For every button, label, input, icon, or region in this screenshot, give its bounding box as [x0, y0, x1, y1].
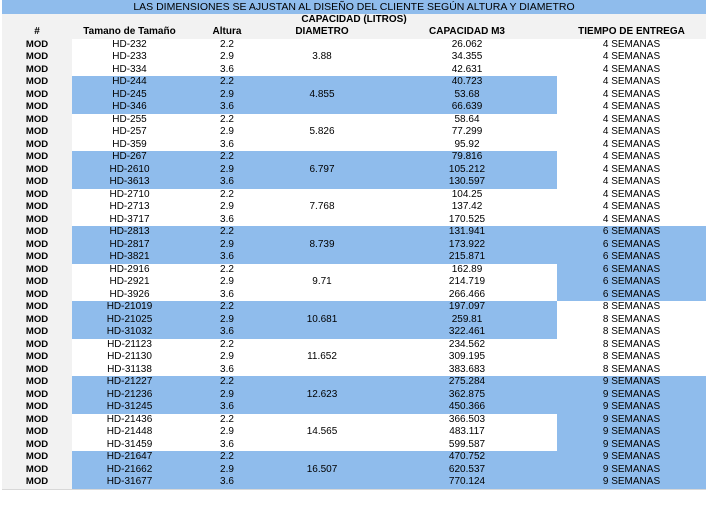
capacity-cell: 366.503 — [377, 414, 557, 427]
header-delivery: TIEMPO DE ENTREGA — [557, 26, 706, 39]
table-row — [2, 339, 706, 352]
diameter-cell — [267, 301, 377, 314]
height-cell: 2.9 — [187, 89, 267, 102]
height-cell: 2.9 — [187, 126, 267, 139]
table-row — [2, 351, 706, 364]
header-id: # — [2, 26, 72, 39]
capacity-cell: 266.466 — [377, 289, 557, 302]
diameter-cell — [267, 176, 377, 189]
header-capacity: CAPACIDAD M3 — [377, 26, 557, 39]
delivery-cell: 4 SEMANAS — [557, 214, 706, 227]
delivery-cell: 6 SEMANAS — [557, 276, 706, 289]
row-id-cell: MOD — [2, 414, 72, 427]
row-id-cell: MOD — [2, 376, 72, 389]
table-row — [2, 214, 706, 227]
table-row — [2, 364, 706, 377]
table-row — [2, 289, 706, 302]
diameter-cell: 16.507 — [267, 464, 377, 477]
capacity-cell: 170.525 — [377, 214, 557, 227]
capacity-cell: 137.42 — [377, 201, 557, 214]
capacity-cell: 40.723 — [377, 76, 557, 89]
delivery-cell: 9 SEMANAS — [557, 401, 706, 414]
diameter-cell — [267, 476, 377, 489]
size-cell: HD-255 — [72, 114, 187, 127]
height-cell: 2.2 — [187, 264, 267, 277]
size-cell: HD-31677 — [72, 476, 187, 489]
diameter-cell: 4.855 — [267, 89, 377, 102]
height-cell: 2.2 — [187, 76, 267, 89]
size-cell: HD-2916 — [72, 264, 187, 277]
height-cell: 2.9 — [187, 164, 267, 177]
size-cell: HD-31459 — [72, 439, 187, 452]
delivery-cell: 9 SEMANAS — [557, 451, 706, 464]
row-id-cell: MOD — [2, 464, 72, 477]
delivery-cell: 4 SEMANAS — [557, 39, 706, 52]
delivery-cell: 6 SEMANAS — [557, 289, 706, 302]
size-cell: HD-31032 — [72, 326, 187, 339]
size-cell: HD-2713 — [72, 201, 187, 214]
diameter-cell: 5.826 — [267, 126, 377, 139]
size-cell: HD-359 — [72, 139, 187, 152]
height-cell: 2.9 — [187, 426, 267, 439]
diameter-cell — [267, 114, 377, 127]
table-row — [2, 464, 706, 477]
delivery-cell: 9 SEMANAS — [557, 476, 706, 489]
table-row — [2, 139, 706, 152]
table-subtitle: CAPACIDAD (LITROS) — [2, 14, 706, 26]
delivery-cell: 9 SEMANAS — [557, 426, 706, 439]
height-cell: 3.6 — [187, 439, 267, 452]
diameter-cell — [267, 189, 377, 202]
diameter-cell — [267, 226, 377, 239]
table-row — [2, 89, 706, 102]
delivery-cell: 8 SEMANAS — [557, 364, 706, 377]
diameter-cell — [267, 401, 377, 414]
size-cell: HD-21019 — [72, 301, 187, 314]
capacity-cell: 104.25 — [377, 189, 557, 202]
table-body — [2, 39, 706, 489]
size-cell: HD-21662 — [72, 464, 187, 477]
height-cell: 2.2 — [187, 151, 267, 164]
capacity-cell: 234.562 — [377, 339, 557, 352]
diameter-cell: 11.652 — [267, 351, 377, 364]
delivery-cell: 6 SEMANAS — [557, 226, 706, 239]
size-cell: HD-21448 — [72, 426, 187, 439]
delivery-cell: 6 SEMANAS — [557, 251, 706, 264]
capacity-cell: 322.461 — [377, 326, 557, 339]
row-id-cell: MOD — [2, 289, 72, 302]
table-bottom-rule — [2, 489, 706, 490]
capacity-cell: 42.631 — [377, 64, 557, 77]
size-cell: HD-21647 — [72, 451, 187, 464]
capacity-cell: 197.097 — [377, 301, 557, 314]
capacity-cell: 105.212 — [377, 164, 557, 177]
row-id-cell: MOD — [2, 164, 72, 177]
size-cell: HD-31138 — [72, 364, 187, 377]
table-banner: LAS DIMENSIONES SE AJUSTAN AL DISEÑO DEL CLIENTE SEGÚN ALTURA Y DIAMETRO — [2, 0, 706, 14]
height-cell: 2.2 — [187, 339, 267, 352]
delivery-cell: 8 SEMANAS — [557, 339, 706, 352]
table-row — [2, 376, 706, 389]
size-cell: HD-21123 — [72, 339, 187, 352]
table-row — [2, 301, 706, 314]
delivery-cell: 4 SEMANAS — [557, 126, 706, 139]
diameter-cell: 3.88 — [267, 51, 377, 64]
capacity-cell: 34.355 — [377, 51, 557, 64]
capacity-cell: 162.89 — [377, 264, 557, 277]
table-row — [2, 176, 706, 189]
row-id-cell: MOD — [2, 139, 72, 152]
diameter-cell — [267, 39, 377, 52]
row-id-cell: MOD — [2, 126, 72, 139]
diameter-cell: 8.739 — [267, 239, 377, 252]
delivery-cell: 4 SEMANAS — [557, 189, 706, 202]
delivery-cell: 9 SEMANAS — [557, 439, 706, 452]
height-cell: 2.2 — [187, 114, 267, 127]
size-cell: HD-257 — [72, 126, 187, 139]
size-cell: HD-245 — [72, 89, 187, 102]
diameter-cell — [267, 364, 377, 377]
delivery-cell: 9 SEMANAS — [557, 414, 706, 427]
height-cell: 2.9 — [187, 201, 267, 214]
row-id-cell: MOD — [2, 89, 72, 102]
size-cell: HD-334 — [72, 64, 187, 77]
height-cell: 2.2 — [187, 39, 267, 52]
row-id-cell: MOD — [2, 326, 72, 339]
capacity-cell: 599.587 — [377, 439, 557, 452]
height-cell: 2.9 — [187, 51, 267, 64]
diameter-cell — [267, 64, 377, 77]
diameter-cell — [267, 101, 377, 114]
row-id-cell: MOD — [2, 64, 72, 77]
table-row — [2, 239, 706, 252]
row-id-cell: MOD — [2, 314, 72, 327]
capacity-cell: 77.299 — [377, 126, 557, 139]
diameter-cell — [267, 289, 377, 302]
delivery-cell: 9 SEMANAS — [557, 464, 706, 477]
capacity-cell: 483.117 — [377, 426, 557, 439]
delivery-cell: 6 SEMANAS — [557, 264, 706, 277]
table-row — [2, 389, 706, 402]
size-cell: HD-3821 — [72, 251, 187, 264]
diameter-cell — [267, 451, 377, 464]
capacity-cell: 215.871 — [377, 251, 557, 264]
capacity-cell: 259.81 — [377, 314, 557, 327]
height-cell: 2.9 — [187, 464, 267, 477]
table-header-row — [2, 26, 706, 39]
size-cell: HD-21025 — [72, 314, 187, 327]
dimensions-table — [2, 26, 706, 489]
capacity-cell: 362.875 — [377, 389, 557, 402]
table-row — [2, 76, 706, 89]
capacity-cell: 450.366 — [377, 401, 557, 414]
diameter-cell — [267, 264, 377, 277]
row-id-cell: MOD — [2, 364, 72, 377]
row-id-cell: MOD — [2, 239, 72, 252]
header-size: Tamano de Tamaño — [72, 26, 187, 39]
height-cell: 2.9 — [187, 314, 267, 327]
capacity-cell: 53.68 — [377, 89, 557, 102]
capacity-cell: 173.922 — [377, 239, 557, 252]
header-diameter: DIAMETRO — [267, 26, 377, 39]
delivery-cell: 8 SEMANAS — [557, 326, 706, 339]
capacity-cell: 26.062 — [377, 39, 557, 52]
capacity-cell: 214.719 — [377, 276, 557, 289]
capacity-cell: 770.124 — [377, 476, 557, 489]
row-id-cell: MOD — [2, 51, 72, 64]
height-cell: 3.6 — [187, 326, 267, 339]
row-id-cell: MOD — [2, 76, 72, 89]
height-cell: 3.6 — [187, 401, 267, 414]
row-id-cell: MOD — [2, 226, 72, 239]
capacity-cell: 470.752 — [377, 451, 557, 464]
row-id-cell: MOD — [2, 339, 72, 352]
row-id-cell: MOD — [2, 114, 72, 127]
diameter-cell: 7.768 — [267, 201, 377, 214]
table-row — [2, 476, 706, 489]
diameter-cell: 12.623 — [267, 389, 377, 402]
height-cell: 2.9 — [187, 389, 267, 402]
row-id-cell: MOD — [2, 426, 72, 439]
capacity-cell: 309.195 — [377, 351, 557, 364]
table-row — [2, 101, 706, 114]
height-cell: 3.6 — [187, 139, 267, 152]
height-cell: 3.6 — [187, 214, 267, 227]
delivery-cell: 9 SEMANAS — [557, 389, 706, 402]
diameter-cell — [267, 151, 377, 164]
diameter-cell — [267, 376, 377, 389]
diameter-cell — [267, 339, 377, 352]
height-cell: 3.6 — [187, 251, 267, 264]
row-id-cell: MOD — [2, 251, 72, 264]
diameter-cell: 10.681 — [267, 314, 377, 327]
size-cell: HD-2813 — [72, 226, 187, 239]
table-row — [2, 439, 706, 452]
table-row — [2, 276, 706, 289]
size-cell: HD-267 — [72, 151, 187, 164]
table-row — [2, 114, 706, 127]
table-row — [2, 326, 706, 339]
capacity-cell: 383.683 — [377, 364, 557, 377]
size-cell: HD-2710 — [72, 189, 187, 202]
size-cell: HD-3613 — [72, 176, 187, 189]
row-id-cell: MOD — [2, 439, 72, 452]
delivery-cell: 6 SEMANAS — [557, 239, 706, 252]
diameter-cell — [267, 439, 377, 452]
height-cell: 2.2 — [187, 376, 267, 389]
delivery-cell: 4 SEMANAS — [557, 151, 706, 164]
height-cell: 2.2 — [187, 189, 267, 202]
size-cell: HD-21227 — [72, 376, 187, 389]
table-row — [2, 426, 706, 439]
row-id-cell: MOD — [2, 401, 72, 414]
size-cell: HD-2817 — [72, 239, 187, 252]
row-id-cell: MOD — [2, 476, 72, 489]
delivery-cell: 4 SEMANAS — [557, 51, 706, 64]
delivery-cell: 4 SEMANAS — [557, 114, 706, 127]
delivery-cell: 4 SEMANAS — [557, 176, 706, 189]
delivery-cell: 4 SEMANAS — [557, 101, 706, 114]
delivery-cell: 4 SEMANAS — [557, 164, 706, 177]
height-cell: 3.6 — [187, 64, 267, 77]
row-id-cell: MOD — [2, 151, 72, 164]
row-id-cell: MOD — [2, 389, 72, 402]
delivery-cell: 8 SEMANAS — [557, 301, 706, 314]
size-cell: HD-2921 — [72, 276, 187, 289]
diameter-cell — [267, 76, 377, 89]
row-id-cell: MOD — [2, 264, 72, 277]
height-cell: 3.6 — [187, 289, 267, 302]
size-cell: HD-2610 — [72, 164, 187, 177]
diameter-cell: 14.565 — [267, 426, 377, 439]
size-cell: HD-31245 — [72, 401, 187, 414]
table-row — [2, 51, 706, 64]
row-id-cell: MOD — [2, 189, 72, 202]
row-id-cell: MOD — [2, 176, 72, 189]
size-cell: HD-244 — [72, 76, 187, 89]
row-id-cell: MOD — [2, 276, 72, 289]
height-cell: 3.6 — [187, 476, 267, 489]
table-row — [2, 164, 706, 177]
table-row — [2, 201, 706, 214]
table-row — [2, 414, 706, 427]
delivery-cell: 4 SEMANAS — [557, 64, 706, 77]
size-cell: HD-21436 — [72, 414, 187, 427]
height-cell: 3.6 — [187, 364, 267, 377]
capacity-cell: 131.941 — [377, 226, 557, 239]
table-row — [2, 251, 706, 264]
delivery-cell: 4 SEMANAS — [557, 76, 706, 89]
diameter-cell — [267, 414, 377, 427]
capacity-cell: 95.92 — [377, 139, 557, 152]
row-id-cell: MOD — [2, 301, 72, 314]
row-id-cell: MOD — [2, 351, 72, 364]
table-row — [2, 151, 706, 164]
delivery-cell: 8 SEMANAS — [557, 314, 706, 327]
diameter-cell — [267, 214, 377, 227]
height-cell: 2.9 — [187, 351, 267, 364]
delivery-cell: 9 SEMANAS — [557, 376, 706, 389]
size-cell: HD-233 — [72, 51, 187, 64]
capacity-cell: 58.64 — [377, 114, 557, 127]
diameter-cell: 9.71 — [267, 276, 377, 289]
diameter-cell — [267, 326, 377, 339]
delivery-cell: 8 SEMANAS — [557, 351, 706, 364]
table-row — [2, 64, 706, 77]
diameter-cell — [267, 139, 377, 152]
size-cell: HD-21236 — [72, 389, 187, 402]
row-id-cell: MOD — [2, 451, 72, 464]
height-cell: 2.2 — [187, 226, 267, 239]
table-row — [2, 39, 706, 52]
table-row — [2, 314, 706, 327]
table-row — [2, 401, 706, 414]
height-cell: 2.2 — [187, 301, 267, 314]
delivery-cell: 4 SEMANAS — [557, 89, 706, 102]
table-row — [2, 264, 706, 277]
size-cell: HD-232 — [72, 39, 187, 52]
header-height: Altura — [187, 26, 267, 39]
size-cell: HD-3717 — [72, 214, 187, 227]
table-row — [2, 126, 706, 139]
table-row — [2, 226, 706, 239]
table-row — [2, 451, 706, 464]
capacity-cell: 79.816 — [377, 151, 557, 164]
row-id-cell: MOD — [2, 214, 72, 227]
diameter-cell — [267, 251, 377, 264]
capacity-cell: 130.597 — [377, 176, 557, 189]
capacity-cell: 275.284 — [377, 376, 557, 389]
height-cell: 2.9 — [187, 276, 267, 289]
delivery-cell: 4 SEMANAS — [557, 201, 706, 214]
height-cell: 3.6 — [187, 101, 267, 114]
table-row — [2, 189, 706, 202]
row-id-cell: MOD — [2, 39, 72, 52]
size-cell: HD-346 — [72, 101, 187, 114]
capacity-cell: 66.639 — [377, 101, 557, 114]
diameter-cell: 6.797 — [267, 164, 377, 177]
height-cell: 2.9 — [187, 239, 267, 252]
delivery-cell: 4 SEMANAS — [557, 139, 706, 152]
size-cell: HD-3926 — [72, 289, 187, 302]
height-cell: 3.6 — [187, 176, 267, 189]
height-cell: 2.2 — [187, 451, 267, 464]
row-id-cell: MOD — [2, 201, 72, 214]
row-id-cell: MOD — [2, 101, 72, 114]
height-cell: 2.2 — [187, 414, 267, 427]
capacity-cell: 620.537 — [377, 464, 557, 477]
size-cell: HD-21130 — [72, 351, 187, 364]
